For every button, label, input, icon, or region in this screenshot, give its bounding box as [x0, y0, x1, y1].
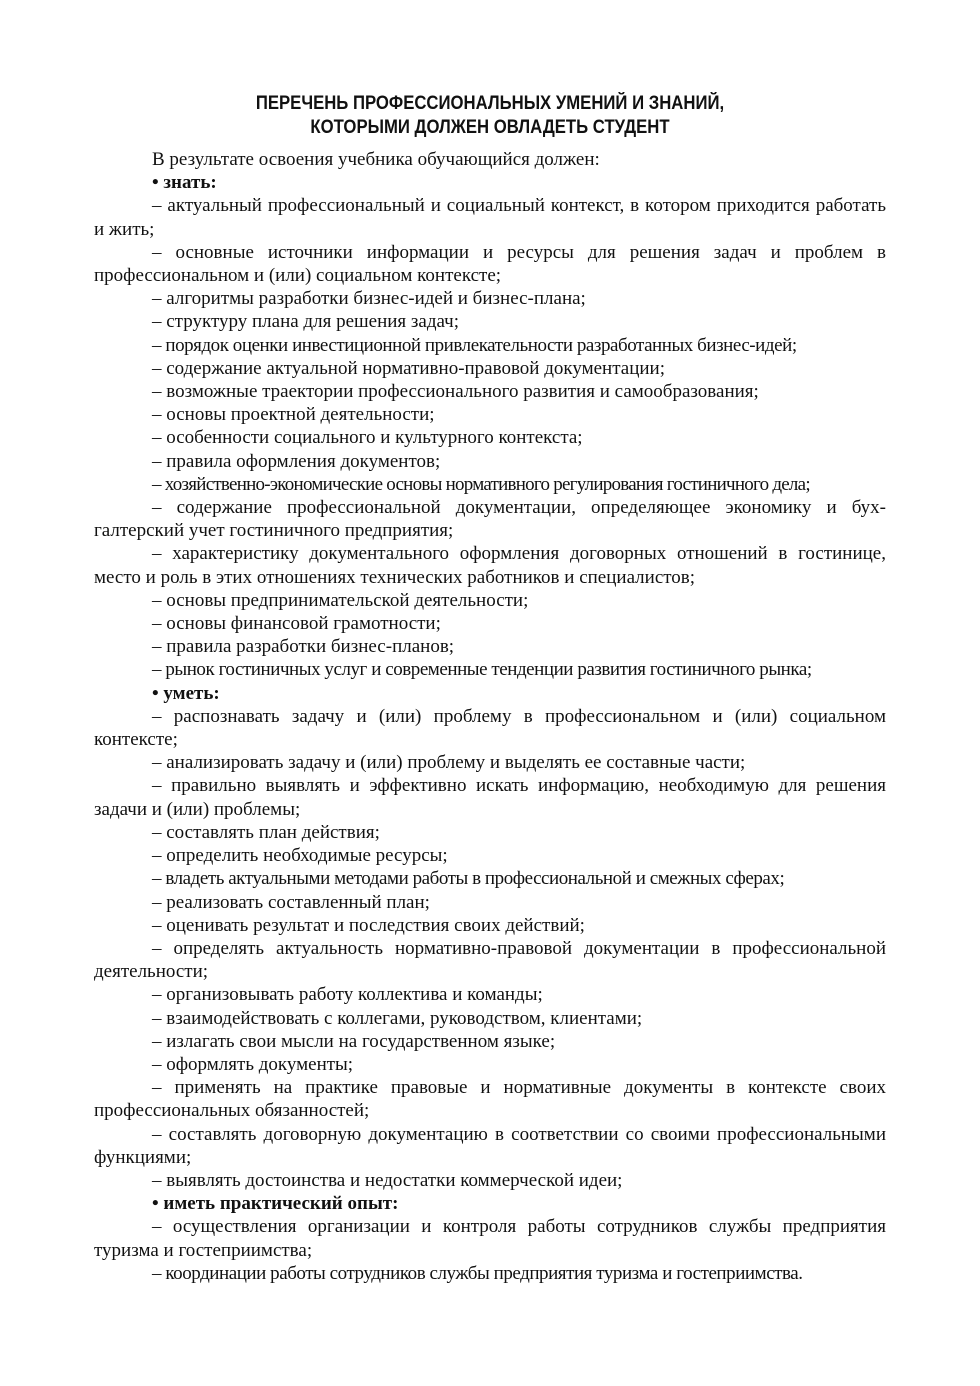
list-item: – определять актуальность нормативно-правовой документации в профессиональной деятельности; — [94, 937, 886, 983]
list-item: – алгоритмы разработки бизнес-идей и бизнес-плана; — [152, 288, 586, 310]
intro-paragraph: В результате освоения учебника обучающийся должен: — [152, 149, 600, 170]
list-item: – основы проектной деятельности; — [152, 404, 435, 426]
list-item: – характеристику документального оформления договорных отношений в гостинице, место и роль в этих отношениях технических работников и специалистов; — [94, 543, 886, 588]
list-item: – излагать свои мысли на государственном языке; — [152, 1030, 556, 1052]
list-item: – составлять план действия; — [152, 821, 380, 843]
list-item: – основные источники информации и ресурсы для решения задач и проблем в профессиональном и (или) социальном контексте; — [94, 241, 886, 287]
list-item: – организовывать работу коллектива и команды; — [152, 984, 543, 1006]
list-item: – правила разработки бизнес-планов; — [152, 636, 455, 658]
list-item: – составлять договорную документацию в соответствии со своими профессиональными функциями; — [94, 1123, 886, 1168]
list-item: – оформлять документы; — [152, 1053, 354, 1075]
list-item: – владеть актуальными методами работы в профессиональной и смежных сферах; — [152, 868, 785, 890]
list-item: – распознавать задачу и (или) проблему в профессиональном и (или) социальном контексте; — [94, 705, 886, 751]
list-item: – анализировать задачу и (или) проблему и выделять ее составные части; — [152, 752, 746, 774]
list-item: – основы предпринимательской деятельности; — [152, 589, 529, 611]
list-item: – осуществления организации и контроля работы сотрудников службы предприятия туризма и гостеприимства; — [94, 1216, 886, 1261]
title-line-1: ПЕРЕЧЕНЬ ПРОФЕССИОНАЛЬНЫХ УМЕНИЙ И ЗНАНИЙ, — [255, 93, 725, 114]
section-heading-can: • уметь: — [152, 682, 220, 704]
list-item: – содержание профессиональной документации, определяющее экономику и бухгалтерский учет гостиничного предприятия; — [94, 497, 886, 542]
list-item: – применять на практике правовые и нормативные документы в контексте своих профессиональных обязанностей; — [94, 1077, 886, 1122]
list-item: – возможные траектории профессионального развития и самообразования; — [152, 381, 759, 403]
list-item: – выявлять достоинства и недостатки коммерческой идеи; — [152, 1169, 623, 1191]
list-item: – оценивать результат и последствия своих действий; — [152, 914, 585, 936]
list-item: – особенности социального и культурного контекста; — [152, 427, 583, 449]
list-item: – правила оформления документов; — [152, 450, 441, 472]
list-item: – хозяйственно-экономические основы нормативного регулирования гостиничного дела; — [152, 473, 810, 495]
document-page — [94, 92, 886, 1285]
list-item: – правильно выявлять и эффективно искать информацию, необходимую для решения задачи и (или) проблемы; — [94, 775, 886, 820]
title-line-2: КОТОРЫМИ ДОЛЖЕН ОВЛАДЕТЬ СТУДЕНТ — [310, 117, 670, 138]
list-item: – реализовать составленный план; — [152, 891, 430, 913]
list-item: – взаимодействовать с коллегами, руководством, клиентами; — [152, 1007, 643, 1029]
list-item: – актуальный профессиональный и социальный контекст, в котором приходится работать и жить; — [94, 195, 886, 240]
section-heading-know: • знать: — [152, 172, 217, 194]
section-heading-experience: • иметь практический опыт: — [152, 1193, 399, 1215]
page-title — [142, 92, 839, 140]
list-item: – содержание актуальной нормативно-правовой документации; — [152, 357, 665, 379]
list-item: – определить необходимые ресурсы; — [152, 845, 448, 867]
list-item: – рынок гостиничных услуг и современные тенденции развития гостиничного рынка; — [152, 659, 812, 681]
list-item: – основы финансовой грамотности; — [152, 613, 441, 635]
list-item: – структуру плана для решения задач; — [152, 311, 460, 333]
list-item: – координации работы сотрудников службы предприятия туризма и гостеприимства. — [152, 1262, 803, 1284]
list-item: – порядок оценки инвестиционной привлекательности разработанных бизнес-идей; — [152, 334, 797, 356]
